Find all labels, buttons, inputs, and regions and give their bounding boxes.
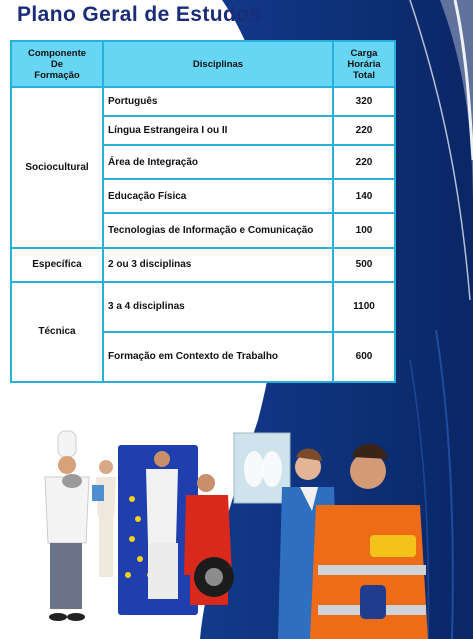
table-row (11, 282, 395, 332)
discipline-cell: Educação Física (103, 179, 333, 213)
white-overall-worker-figure (146, 451, 178, 599)
hours-cell: 220 (333, 145, 395, 179)
hours-cell: 140 (333, 179, 395, 213)
table-row (11, 248, 395, 282)
discipline-cell: 3 a 4 disciplinas (103, 282, 333, 332)
component-sociocultural: Sociocultural (11, 87, 103, 248)
header-hours (333, 41, 395, 87)
page-title: Plano Geral de Estudos (17, 3, 262, 26)
header-component-line-2: De (50, 58, 64, 70)
table-row (11, 87, 395, 116)
table-header-row (11, 41, 395, 87)
component-especifica: Específica (11, 248, 103, 282)
hours-cell: 320 (333, 87, 395, 116)
component-tecnica: Técnica (11, 282, 103, 382)
discipline-cell: Tecnologias de Informação e Comunicação (103, 213, 333, 247)
header-hours-line-1: Carga (350, 47, 378, 59)
discipline-cell: Área de Integração (103, 145, 333, 179)
hours-cell: 1100 (333, 282, 395, 332)
hours-cell: 500 (333, 248, 395, 282)
header-hours-line-2: Horária (347, 58, 381, 70)
header-component-line-1: Componente (27, 47, 87, 59)
professionals-photo-collage (0, 425, 473, 639)
orange-worker-figure (310, 444, 428, 639)
discipline-cell: Português (103, 87, 333, 116)
hours-cell: 600 (333, 332, 395, 382)
header-component-line-3: Formação (34, 69, 80, 81)
header-component (11, 41, 103, 87)
xray-panel (234, 433, 290, 503)
discipline-cell: Língua Estrangeira I ou II (103, 116, 333, 145)
hours-cell: 220 (333, 116, 395, 145)
discipline-cell: 2 ou 3 disciplinas (103, 248, 333, 282)
office-woman-figure (92, 460, 116, 577)
hours-cell: 100 (333, 213, 395, 247)
header-hours-line-3: Total (353, 69, 375, 81)
discipline-cell: Formação em Contexto de Trabalho (103, 332, 333, 382)
header-disciplines: Disciplinas (103, 41, 333, 87)
chef-figure (45, 431, 89, 621)
study-plan-table (10, 40, 396, 383)
